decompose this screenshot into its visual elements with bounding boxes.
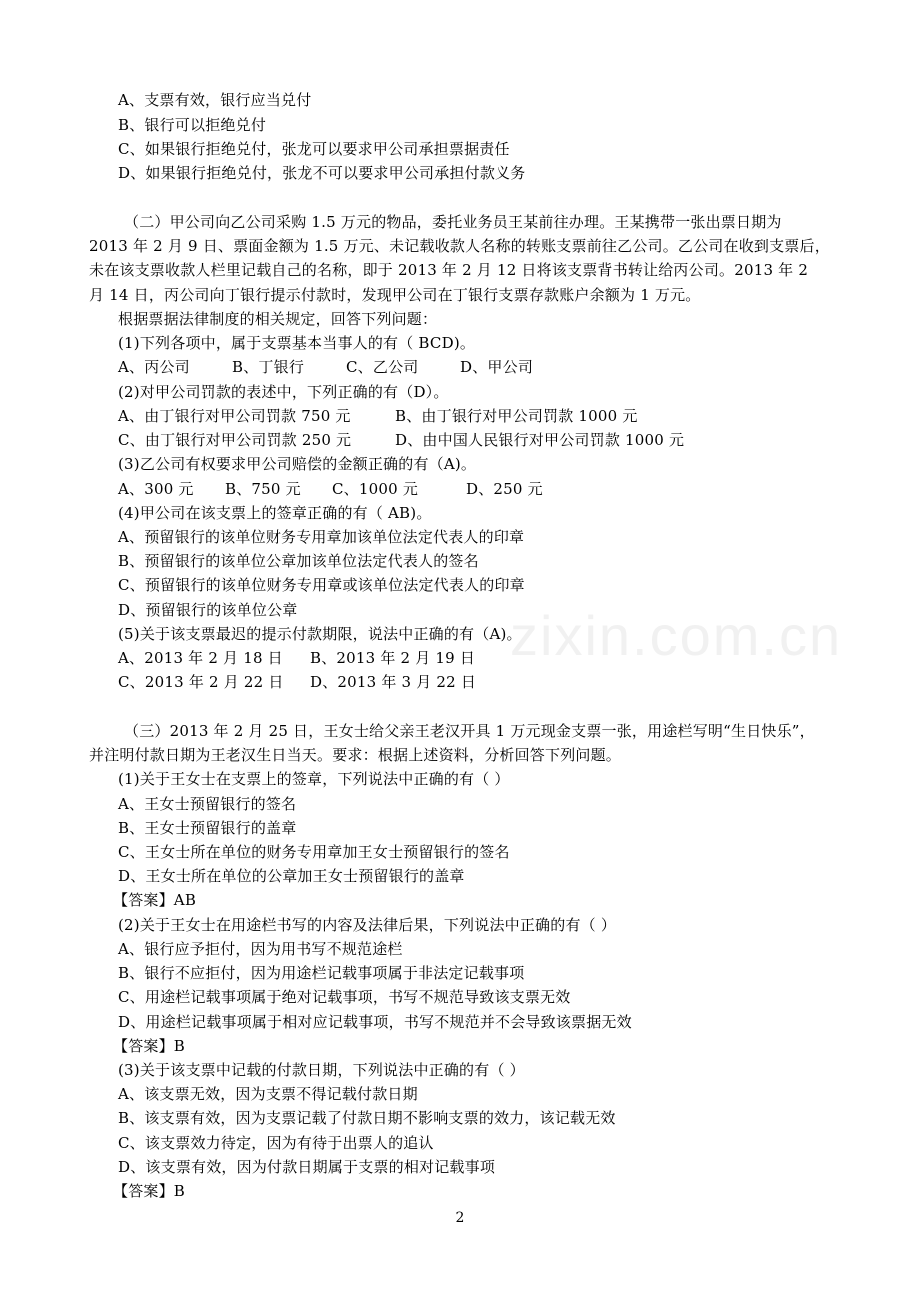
case3-q1-option-a: A、王女士预留银行的签名: [118, 795, 297, 813]
q4-option-a: A、预留银行的该单位财务专用章加该单位法定代表人的印章: [118, 528, 525, 546]
case2-question-2: (2)对甲公司罚款的表述中，下列正确的有（D）。: [118, 383, 449, 401]
case3-q2-option-b: B、银行不应拒付，因为用途栏记载事项属于非法定记载事项: [118, 964, 525, 982]
case3-q2-option-c: C、用途栏记载事项属于绝对记载事项，书写不规范导致该支票无效: [118, 988, 571, 1006]
case3-q3-option-a: A、该支票无效，因为支票不得记载付款日期: [118, 1085, 418, 1103]
q4-option-d: D、预留银行的该单位公章: [118, 601, 298, 619]
q5-option-a: A、2013 年 2 月 18 日: [118, 649, 283, 667]
case2-question-1: (1)下列各项中，属于支票基本当事人的有（ BCD)。: [118, 334, 476, 352]
q3-option-b: B、750 元: [225, 480, 301, 498]
q1-option-a: A、丙公司: [118, 358, 190, 376]
q3-option-d: D、250 元: [466, 480, 543, 498]
case2-para-line-4: 月 14 日，丙公司向丁银行提示付款时，发现甲公司在丁银行支票存款账户余额为 1 万元。: [89, 286, 701, 304]
case3-q3-option-b: B、该支票有效，因为支票记载了付款日期不影响支票的效力，该记载无效: [118, 1109, 616, 1127]
option-a: A、支票有效，银行应当兑付: [118, 91, 312, 109]
case2-q3-options: [118, 479, 718, 499]
case2-intro: 根据票据法律制度的相关规定，回答下列问题：: [118, 310, 438, 328]
case3-answer-3: 【答案】B: [113, 1182, 186, 1200]
q2-option-c: C、由丁银行对甲公司罚款 250 元: [118, 431, 352, 449]
case2-question-5: (5)关于该支票最迟的提示付款期限，说法中正确的有（A)。: [118, 625, 522, 643]
q1-option-d: D、甲公司: [460, 358, 534, 376]
case3-question-1: (1)关于王女士在支票上的签章，下列说法中正确的有（ ）: [118, 770, 510, 788]
q2-option-d: D、由中国人民银行对甲公司罚款 1000 元: [395, 431, 685, 449]
case2-q2-options-row1: [118, 406, 758, 426]
q1-option-c: C、乙公司: [346, 358, 419, 376]
watermark: zixin.com.cn: [510, 604, 843, 667]
case2-q5-options-row1: [118, 648, 718, 668]
page-number: 2: [455, 1210, 465, 1226]
option-c: C、如果银行拒绝兑付，张龙可以要求甲公司承担票据责任: [118, 140, 510, 158]
case2-q5-options-row2: [118, 672, 718, 692]
case3-q2-option-d: D、用途栏记载事项属于相对应记载事项，书写不规范并不会导致该票据无效: [118, 1013, 632, 1031]
case3-q1-option-c: C、王女士所在单位的财务专用章加王女士预留银行的签名: [118, 843, 510, 861]
case3-answer-2: 【答案】B: [113, 1037, 186, 1055]
q5-option-b: B、2013 年 2 月 19 日: [310, 649, 476, 667]
option-d: D、如果银行拒绝兑付，张龙不可以要求甲公司承担付款义务: [118, 164, 526, 182]
case3-question-3: (3)关于该支票中记载的付款日期，下列说法中正确的有（ ）: [118, 1061, 525, 1079]
case3-para-line-1: （三）2013 年 2 月 25 日，王女士给父亲王老汉开具 1 万元现金支票一张，用途栏写明“生日快乐”，: [124, 722, 815, 740]
case3-q3-option-d: D、该支票有效，因为付款日期属于支票的相对记载事项: [118, 1158, 496, 1176]
case2-question-4: (4)甲公司在该支票上的签章正确的有（ AB)。: [118, 504, 432, 522]
q2-option-b: B、由丁银行对甲公司罚款 1000 元: [395, 407, 638, 425]
q5-option-d: D、2013 年 3 月 22 日: [310, 673, 477, 691]
case2-para-line-1: （二）甲公司向乙公司采购 1.5 万元的物品，委托业务员王某前往办理。王某携带一张出票日期为: [124, 213, 782, 231]
case3-q1-option-d: D、王女士所在单位的公章加王女士预留银行的盖章: [118, 867, 465, 885]
case3-question-2: (2)关于王女士在用途栏书写的内容及法律后果，下列说法中正确的有（ ）: [118, 916, 617, 934]
case3-q1-option-b: B、王女士预留银行的盖章: [118, 819, 297, 837]
q1-option-b: B、丁银行: [232, 358, 305, 376]
option-b: B、银行可以拒绝兑付: [118, 116, 267, 134]
case2-para-line-2: 2013 年 2 月 9 日、票面金额为 1.5 万元、未记载收款人名称的转账支票前往乙公司。乙公司在收到支票后，: [89, 237, 830, 255]
q4-option-b: B、预留银行的该单位公章加该单位法定代表人的签名: [118, 552, 479, 570]
case2-q2-options-row2: [118, 430, 758, 450]
q4-option-c: C、预留银行的该单位财务专用章或该单位法定代表人的印章: [118, 576, 525, 594]
case2-para-line-3: 未在该支票收款人栏里记载自己的名称，即于 2013 年 2 月 12 日将该支票背书转让给丙公司。2013 年 2: [89, 261, 809, 279]
case3-q3-option-c: C、该支票效力待定，因为有待于出票人的追认: [118, 1134, 434, 1152]
case3-q2-option-a: A、银行应予拒付，因为用书写不规范途栏: [118, 940, 403, 958]
case2-q1-options: [118, 357, 718, 377]
case2-question-3: (3)乙公司有权要求甲公司赔偿的金额正确的有（A)。: [118, 455, 477, 473]
q3-option-a: A、300 元: [118, 480, 194, 498]
case3-para-line-2: 并注明付款日期为王老汉生日当天。要求：根据上述资料，分析回答下列问题。: [89, 746, 622, 764]
q3-option-c: C、1000 元: [332, 480, 419, 498]
q2-option-a: A、由丁银行对甲公司罚款 750 元: [118, 407, 351, 425]
q5-option-c: C、2013 年 2 月 22 日: [118, 673, 284, 691]
case3-answer-1: 【答案】AB: [113, 891, 197, 909]
